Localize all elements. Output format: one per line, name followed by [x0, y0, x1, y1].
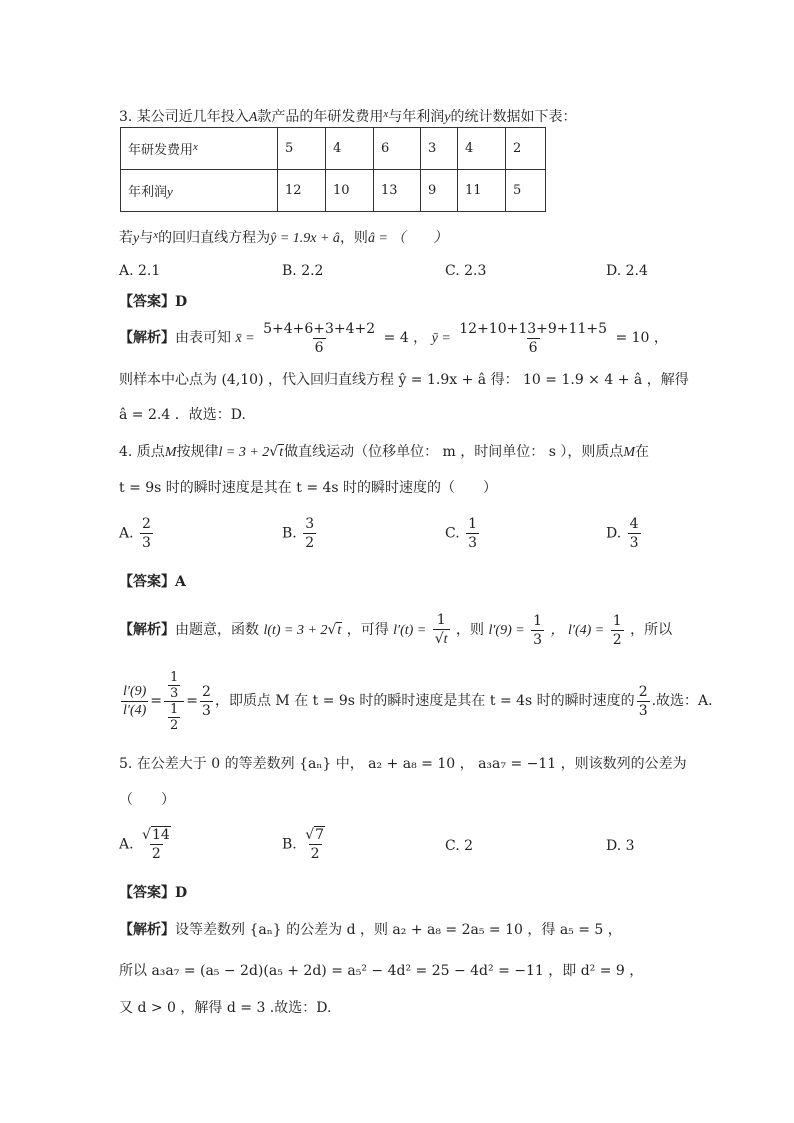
sqrt-arg: 7: [315, 827, 325, 843]
denominator: 6: [314, 339, 324, 356]
solution-label: 【解析】: [119, 622, 175, 638]
q5-stem-line2: （ ）: [119, 792, 175, 808]
q3-solution-line2: 则样本中心点为 (4,10) ，代入回归直线方程 ŷ = 1.9x + â 得： 10 = 1.9 × 4 + â ，解得: [119, 372, 689, 388]
denominator: 6: [528, 339, 538, 356]
denominator: 3: [468, 535, 478, 551]
fraction: [466, 515, 479, 552]
q3-regression-eq: ŷ = 1.9x + â: [270, 231, 340, 246]
q5-option-b[interactable]: [282, 826, 329, 863]
option-label: C.: [445, 525, 460, 542]
x-mean: x̄ =: [235, 331, 255, 346]
numerator: 1: [170, 701, 179, 717]
solution-text: ，即质点 M 在 t = 9s 时的瞬时速度是其在 t = 4s 时的瞬时速度的: [214, 693, 635, 709]
solution-text: ，所以: [630, 622, 673, 638]
solution-label: 【解析】: [119, 922, 175, 938]
table-cell: 11: [458, 170, 506, 212]
option-label: B.: [282, 836, 297, 853]
q3-stem: [119, 104, 576, 128]
q3-var-y: y: [133, 231, 140, 246]
solution-text: 由题意，函数: [175, 622, 259, 638]
numerator: 4: [629, 516, 639, 532]
option-label: D.: [606, 838, 622, 854]
q3-data-table: [120, 127, 546, 212]
sqrt-arg: t: [443, 632, 448, 647]
table-cell: 4: [458, 128, 506, 170]
compound-fraction: [164, 670, 184, 733]
denominator: 2: [170, 717, 179, 733]
table-cell: 12: [278, 170, 326, 212]
option-label: B.: [282, 525, 297, 542]
denominator: 2: [151, 846, 161, 862]
numerator: 2: [202, 683, 211, 700]
denominator: 3: [638, 702, 648, 719]
table-cell: 6: [374, 128, 421, 170]
q3-solution-line1: [119, 318, 668, 359]
q5-option-c[interactable]: [445, 838, 473, 854]
q4-stem-text: 在: [635, 444, 650, 460]
denominator: 3: [142, 535, 151, 551]
table-cell: 10: [326, 170, 374, 212]
table-cell: 3: [421, 128, 458, 170]
q3-question-text: 的回归直线方程为: [158, 230, 271, 246]
equals: =: [186, 693, 199, 709]
denominator: l′(4): [123, 702, 147, 718]
derivative-at-9: l′(9) =: [488, 623, 525, 638]
table-cell: 9: [421, 170, 458, 212]
q5-solution-line2: 所以 a₃a₇ = (a₅ − 2d)(a₅ + 2d) = a₅² − 4d² = 25 − 4d² = −11 ，即 d² = 9 ，: [119, 963, 644, 979]
denominator: 2: [612, 631, 622, 648]
fraction: [140, 515, 153, 552]
numerator: 12+10+13+9+11+5: [459, 320, 607, 337]
q3-option-c[interactable]: C. 2.3: [445, 263, 487, 279]
q3-var-x: x: [153, 229, 159, 241]
solution-label: 【解析】: [119, 330, 175, 346]
q5-solution-line1: [119, 920, 622, 940]
numerator: l′(9): [123, 683, 147, 699]
option-label: C.: [445, 838, 460, 854]
numerator: [164, 670, 184, 701]
table-cell: 5: [278, 128, 326, 170]
denominator: 3: [629, 535, 639, 551]
numerator: 2: [638, 683, 648, 700]
numerator: [303, 826, 327, 844]
fraction: [168, 670, 180, 701]
q5-stem-line1: 5. 在公差大于 0 的等差数列 {aₙ} 中， a₂ + a₈ = 10 ， a₃a₇ = −11 ，则该数列的公差为: [119, 756, 687, 772]
option-label: A.: [119, 525, 134, 542]
q3-var-x: x: [383, 108, 389, 120]
y-mean: ȳ =: [431, 331, 451, 346]
table-cell: 2: [506, 128, 546, 170]
numerator: 2: [142, 516, 151, 532]
solution-text: 由表可知: [175, 330, 231, 346]
q4-option-c[interactable]: [445, 515, 481, 552]
q3-question-text: 若: [119, 230, 133, 246]
fraction: [140, 826, 173, 863]
numerator: 1: [612, 612, 622, 629]
q4-stem-text: 按规律: [176, 444, 219, 460]
sqrt-icon: √: [305, 827, 315, 843]
row-label-text: 年利润: [128, 185, 168, 200]
numerator: 5+4+6+3+4+2: [263, 320, 376, 337]
numerator: 1: [468, 516, 478, 532]
row-label-var: x: [193, 141, 198, 153]
q3-stem-text: 的统计数据如下表：: [450, 109, 577, 125]
denominator: [164, 701, 184, 733]
sqrt-icon: √: [269, 444, 279, 460]
q4-stem-line1: [119, 442, 649, 463]
q4-stem-text: 做直线运动（位移单位： m ，时间单位： s ），则质点: [284, 444, 624, 460]
q4-stem-line2: t = 9s 时的瞬时速度是其在 t = 4s 时的瞬时速度的（ ）: [119, 480, 498, 496]
fraction: [637, 683, 650, 720]
table-cell: 13: [374, 170, 421, 212]
q5-option-a[interactable]: [119, 826, 175, 863]
q3-option-b[interactable]: B. 2.2: [282, 263, 324, 279]
q3-question: [119, 225, 447, 249]
table-row: [121, 170, 546, 212]
option-value: 2: [464, 838, 474, 854]
q4-var-m: M: [623, 445, 636, 460]
equals: =: [150, 693, 163, 709]
table-cell: 4: [326, 128, 374, 170]
fraction: [611, 612, 624, 649]
solution-text: .故选：A.: [651, 693, 713, 709]
sqrt-arg: t: [279, 445, 284, 460]
solution-text: ，则: [456, 622, 485, 638]
option-label: D.: [606, 525, 622, 542]
denominator: 2: [305, 535, 315, 551]
option-value: 3: [625, 838, 635, 854]
sqrt-arg: 14: [151, 827, 170, 843]
q3-option-d[interactable]: D. 2.4: [606, 263, 648, 279]
q4-stem-text: 4. 质点: [119, 444, 165, 460]
q3-stem-text: 与年利润: [388, 109, 445, 125]
denominator: 3: [170, 685, 179, 701]
fraction: [303, 826, 327, 863]
q3-stem-text: 款产品的年研发费用: [257, 109, 384, 125]
solution-text: 设等差数列 {aₙ} 的公差为 d ，则 a₂ + a₈ = 2a₅ = 10 ，得 a₅ = 5 ，: [175, 922, 622, 938]
fraction: [168, 702, 180, 733]
numerator: 3: [305, 516, 315, 532]
derivative-at-4: ， l′(4) =: [550, 623, 605, 638]
sqrt-icon: √: [434, 631, 444, 647]
q3-var-a: A: [248, 110, 258, 125]
q4-answer: 【答案】A: [119, 574, 186, 590]
q4-var-m: M: [164, 445, 177, 460]
numerator: 1: [533, 612, 543, 629]
denominator: 3: [202, 702, 211, 719]
derivative: l′(t) =: [393, 623, 427, 638]
q3-solution-line3: â = 2.4 ．故选：D.: [119, 407, 246, 423]
q4-solution-line2: [119, 666, 713, 736]
q3-var-y: y: [444, 110, 451, 125]
numerator: [140, 826, 173, 844]
row-label-text: 年研发费用: [128, 143, 194, 158]
fraction: [261, 320, 377, 357]
denominator: 2: [310, 846, 320, 862]
fraction: [200, 683, 213, 720]
numerator: 1: [170, 669, 179, 685]
fraction: [303, 515, 316, 552]
q5-solution-line3: 又 d > 0 ，解得 d = 3 .故选：D.: [119, 1000, 332, 1016]
q4-law-eq: l = 3 + 2: [218, 445, 270, 460]
fraction: [628, 515, 641, 552]
row-label-var: y: [167, 184, 173, 199]
function-def: l(t) = 3 + 2: [263, 623, 328, 638]
q4-option-d[interactable]: [606, 515, 643, 552]
q4-solution-line1: [119, 610, 672, 651]
q4-option-a[interactable]: [119, 515, 155, 552]
sqrt-icon: √: [142, 827, 151, 843]
q3-ask: â = （ ）: [367, 231, 448, 246]
sqrt-icon: √: [327, 622, 337, 638]
q3-question-text: 与: [139, 230, 154, 246]
row-label: [121, 170, 278, 212]
q5-option-d[interactable]: [606, 838, 635, 854]
table-row: [121, 128, 546, 170]
denominator: 3: [533, 631, 543, 648]
q3-question-text: ，则: [339, 230, 368, 246]
fraction: [457, 320, 609, 357]
row-label: [121, 128, 278, 170]
fraction: [433, 611, 450, 649]
q3-option-a[interactable]: A. 2.1: [119, 263, 161, 279]
q3-answer: 【答案】D: [119, 294, 188, 310]
table-cell: 5: [506, 170, 546, 212]
denominator: [433, 629, 450, 649]
sqrt-arg: t: [337, 623, 342, 638]
solution-text: = 10 ，: [615, 330, 668, 346]
q4-option-b[interactable]: [282, 515, 318, 552]
solution-text: ，可得: [346, 622, 389, 638]
solution-text: = 4 ，: [383, 330, 428, 346]
ratio-fraction: [121, 683, 148, 720]
q5-answer: 【答案】D: [119, 885, 188, 901]
q3-stem-text: 3. 某公司近几年投入: [119, 109, 249, 125]
numerator: 1: [436, 612, 446, 628]
option-label: A.: [119, 836, 134, 853]
fraction: [531, 612, 544, 649]
